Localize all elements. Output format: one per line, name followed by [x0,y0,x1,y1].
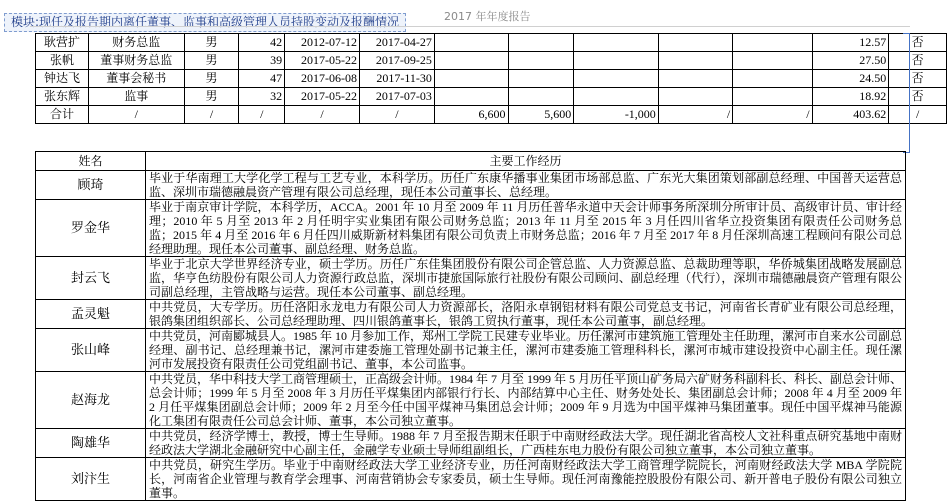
cell-c10[interactable] [658,52,732,70]
header-experience: 主要工作经历 [146,152,906,171]
cell-related[interactable]: 否 [889,88,947,106]
cell-age[interactable]: 32 [239,88,285,106]
biography-row [36,200,906,257]
person-name[interactable]: 封云飞 [36,257,146,300]
cell-pay[interactable]: 27.50 [812,52,889,70]
cell-age[interactable]: 47 [239,70,285,88]
work-experience[interactable]: 中共党员，华中科技大学工商管理硕士，正高级会计师。1984 年 7 月至 1999 年 5 月历任平顶山矿务局六矿财务科副科长、科长、副总会计师、总会计师；1999 年 5 月至 2008 年 3 月历任平煤集团内部银行行长、内部结算中心主任、财务处处长、集团副总会计师；2008 年 4 月至 2009 年 2 月任平煤集团副总会计师；2009 年 2 月至今任中国平煤神马集团总会计师；2009 年 9 月选为中国平煤神马集团董事。现任中国平煤神马能源化工集团有限责任公司总会计师、董事，本公司独立董事。 [146,372,906,429]
cell-pay[interactable]: 18.92 [812,88,889,106]
cell-related[interactable]: 否 [889,70,947,88]
page-header-area [0,0,947,32]
total-cell-c11[interactable]: / [733,106,812,124]
cell-c7[interactable] [434,52,508,70]
biography-header-row [36,152,906,171]
cell-start[interactable]: 2012-07-12 [285,34,360,52]
total-cell-c4[interactable]: / [239,106,285,124]
cell-end[interactable]: 2017-11-30 [360,70,435,88]
table-row [36,88,947,106]
cell-gender[interactable]: 男 [184,88,239,106]
cell-c11[interactable] [733,88,812,106]
cell-end[interactable]: 2017-04-27 [360,34,435,52]
cell-related[interactable]: 否 [889,52,947,70]
cell-c9[interactable] [574,34,659,52]
total-cell-c6[interactable]: / [360,106,435,124]
work-experience[interactable]: 中共党员，大专学历。历任洛阳永龙电力有限公司人力资源部长，洛阳永卓钢铝材料有限公司党总支书记，河南省长青矿业有限公司总经理，银鸽集团组织部长、公司总经理助理、四川银鸽董事长，银鸽工贸执行董事，现任本公司董事，副总经理。 [146,300,906,329]
cell-c7[interactable] [434,88,508,106]
cell-c9[interactable] [574,88,659,106]
cell-c11[interactable] [733,34,812,52]
table-row [36,70,947,88]
total-cell-c9[interactable]: -1,000 [574,106,659,124]
biography-row [36,300,906,329]
biography-row [36,171,906,200]
cell-related[interactable]: 否 [889,34,947,52]
cell-gender[interactable]: 男 [184,34,239,52]
total-cell-related[interactable]: / [889,106,947,124]
cell-c9[interactable] [574,52,659,70]
cell-c9[interactable] [574,70,659,88]
work-experience[interactable]: 毕业于南京审计学院，本科学历，ACCA。2001 年 10 月至 2009 年 11 月历任普华永道中天会计师事务所深圳分所审计员、高级审计员、审计经理；2010 年 5 月至 2013 年 2 月任明宇实业集团有限公司财务总监；2013 年 11 月至 2015 年 3 月任四川省华立投资集团有限责任公司财务总监；2015 年 4 月至 2016 年 6 月任四川威斯新材料集团有限公司负责上市财务总监；2016 年 7 月至 2017 年 8 月任深圳高速工程顾问有限公司总经理助理。现任本公司董事、副总经理、财务总监。 [146,200,906,257]
person-name[interactable]: 孟灵魁 [36,300,146,329]
biography-row [36,257,906,300]
cell-end[interactable]: 2017-09-25 [360,52,435,70]
cell-c10[interactable] [658,34,732,52]
cell-c8[interactable] [508,88,574,106]
header-name: 姓名 [36,152,146,171]
biography-row [36,329,906,372]
total-row [36,106,947,124]
cell-name[interactable]: 钟达飞 [36,70,89,88]
cell-title[interactable]: 监事 [88,88,184,106]
person-name[interactable]: 赵海龙 [36,372,146,429]
work-experience[interactable]: 中共党员，河南郾城县人。1985 年 10 月参加工作，郑州工学院工民建专业毕业。历任漯河市建筑施工管理处主任助理，漯河市自来水公司副总经理、副书记、总经理兼书记，漯河市建委施工管理处副书记兼主任，漯河市建委施工管理科科长，漯河市城市建设投资中心副主任。现任漯河市发展投资有限责任公司党组副书记、董事，本公司监事。 [146,329,906,372]
work-experience[interactable]: 中共党员，经济学博士，教授，博士生导师。1988 年 7 月至报告期末任职于中南财经政法大学。现任湖北省高校人文社科重点研究基地中南财经政法大学湖北金融研究中心副主任，金融学专业硕士导师组副组长，广西桂东电力股份有限公司独立董事，本公司独立董事。 [146,429,906,458]
cell-start[interactable]: 2017-05-22 [285,52,360,70]
total-cell-pay[interactable]: 403.62 [812,106,889,124]
total-cell-c10[interactable]: / [658,106,732,124]
cell-c11[interactable] [733,70,812,88]
content-control-label[interactable]: 模块:现任及报告期内离任董事、监事和高级管理人员持股变动及报酬情况 [4,13,406,32]
biography-table [35,151,906,501]
cell-title[interactable]: 财务总监 [88,34,184,52]
cell-title[interactable]: 董事财务总监 [88,52,184,70]
cell-start[interactable]: 2017-06-08 [285,70,360,88]
total-cell-c7[interactable]: 6,600 [434,106,508,124]
cell-c10[interactable] [658,88,732,106]
cell-gender[interactable]: 男 [184,52,239,70]
header-divider [30,26,910,27]
table-row [36,34,947,52]
person-name[interactable]: 顾琦 [36,171,146,200]
cell-c10[interactable] [658,70,732,88]
compensation-table [35,33,947,124]
page-header-text: 2017 年年度报告 [444,10,531,23]
cell-c8[interactable] [508,34,574,52]
total-cell-label[interactable]: 合计 [36,106,89,124]
work-experience[interactable]: 中共党员，研究生学历。毕业于中南财经政法大学工业经济专业，历任河南财经政法大学工商管理学院院长，河南财经政法大学 MBA 学院院长，河南省企业管理与教育学会理事、河南营销协会专家委员，硕士生导师。现任河南豫能控股股份有限公司、新开普电子股份有限公司独立董事。 [146,458,906,501]
cell-pay[interactable]: 24.50 [812,70,889,88]
person-name[interactable]: 张山峰 [36,329,146,372]
total-cell-c2[interactable]: / [88,106,184,124]
biography-row [36,458,906,501]
total-cell-c8[interactable]: 5,600 [508,106,574,124]
work-experience[interactable]: 毕业于北京大学世界经济专业，硕士学历。历任广东佳集团股份有限公司企管总监、人力资源总监、总裁助理等职，华侨城集团战略发展副总监，华亨色纺股份有限公司人力资源行政总监，深圳市捷旅国际旅行社股份有限公司顾问、副总经理（代行），深圳市瑞德融晨资产管理有限公司副总经理，主管战略与运营。现任本公司董事、副总经理。 [146,257,906,300]
person-name[interactable]: 罗金华 [36,200,146,257]
table-row [36,52,947,70]
cell-c8[interactable] [508,52,574,70]
total-cell-c5[interactable]: / [285,106,360,124]
biography-row [36,372,906,429]
cell-end[interactable]: 2017-07-03 [360,88,435,106]
table-selection-frame [903,33,910,153]
cell-gender[interactable]: 男 [184,70,239,88]
person-name[interactable]: 刘汴生 [36,458,146,501]
cell-c7[interactable] [434,70,508,88]
work-experience[interactable]: 毕业于华南理工大学化学工程与工艺专业，本科学历。历任广东康华播事业集团市场部总监、广东光大集团策划部副总经理、中国普天运营总监、深圳市瑞德融晨资产管理有限公司总经理，现任本公司董事长、总经理。 [146,171,906,200]
person-name[interactable]: 陶雄华 [36,429,146,458]
cell-c7[interactable] [434,34,508,52]
cell-c8[interactable] [508,70,574,88]
total-cell-c3[interactable]: / [184,106,239,124]
cell-name[interactable]: 耿营扩 [36,34,89,52]
cell-title[interactable]: 董事会秘书 [88,70,184,88]
cell-name[interactable]: 张帆 [36,52,89,70]
cell-age[interactable]: 39 [239,52,285,70]
cell-start[interactable]: 2017-05-22 [285,88,360,106]
cell-age[interactable]: 42 [239,34,285,52]
cell-pay[interactable]: 12.57 [812,34,889,52]
biography-row [36,429,906,458]
cell-name[interactable]: 张东辉 [36,88,89,106]
cell-c11[interactable] [733,52,812,70]
